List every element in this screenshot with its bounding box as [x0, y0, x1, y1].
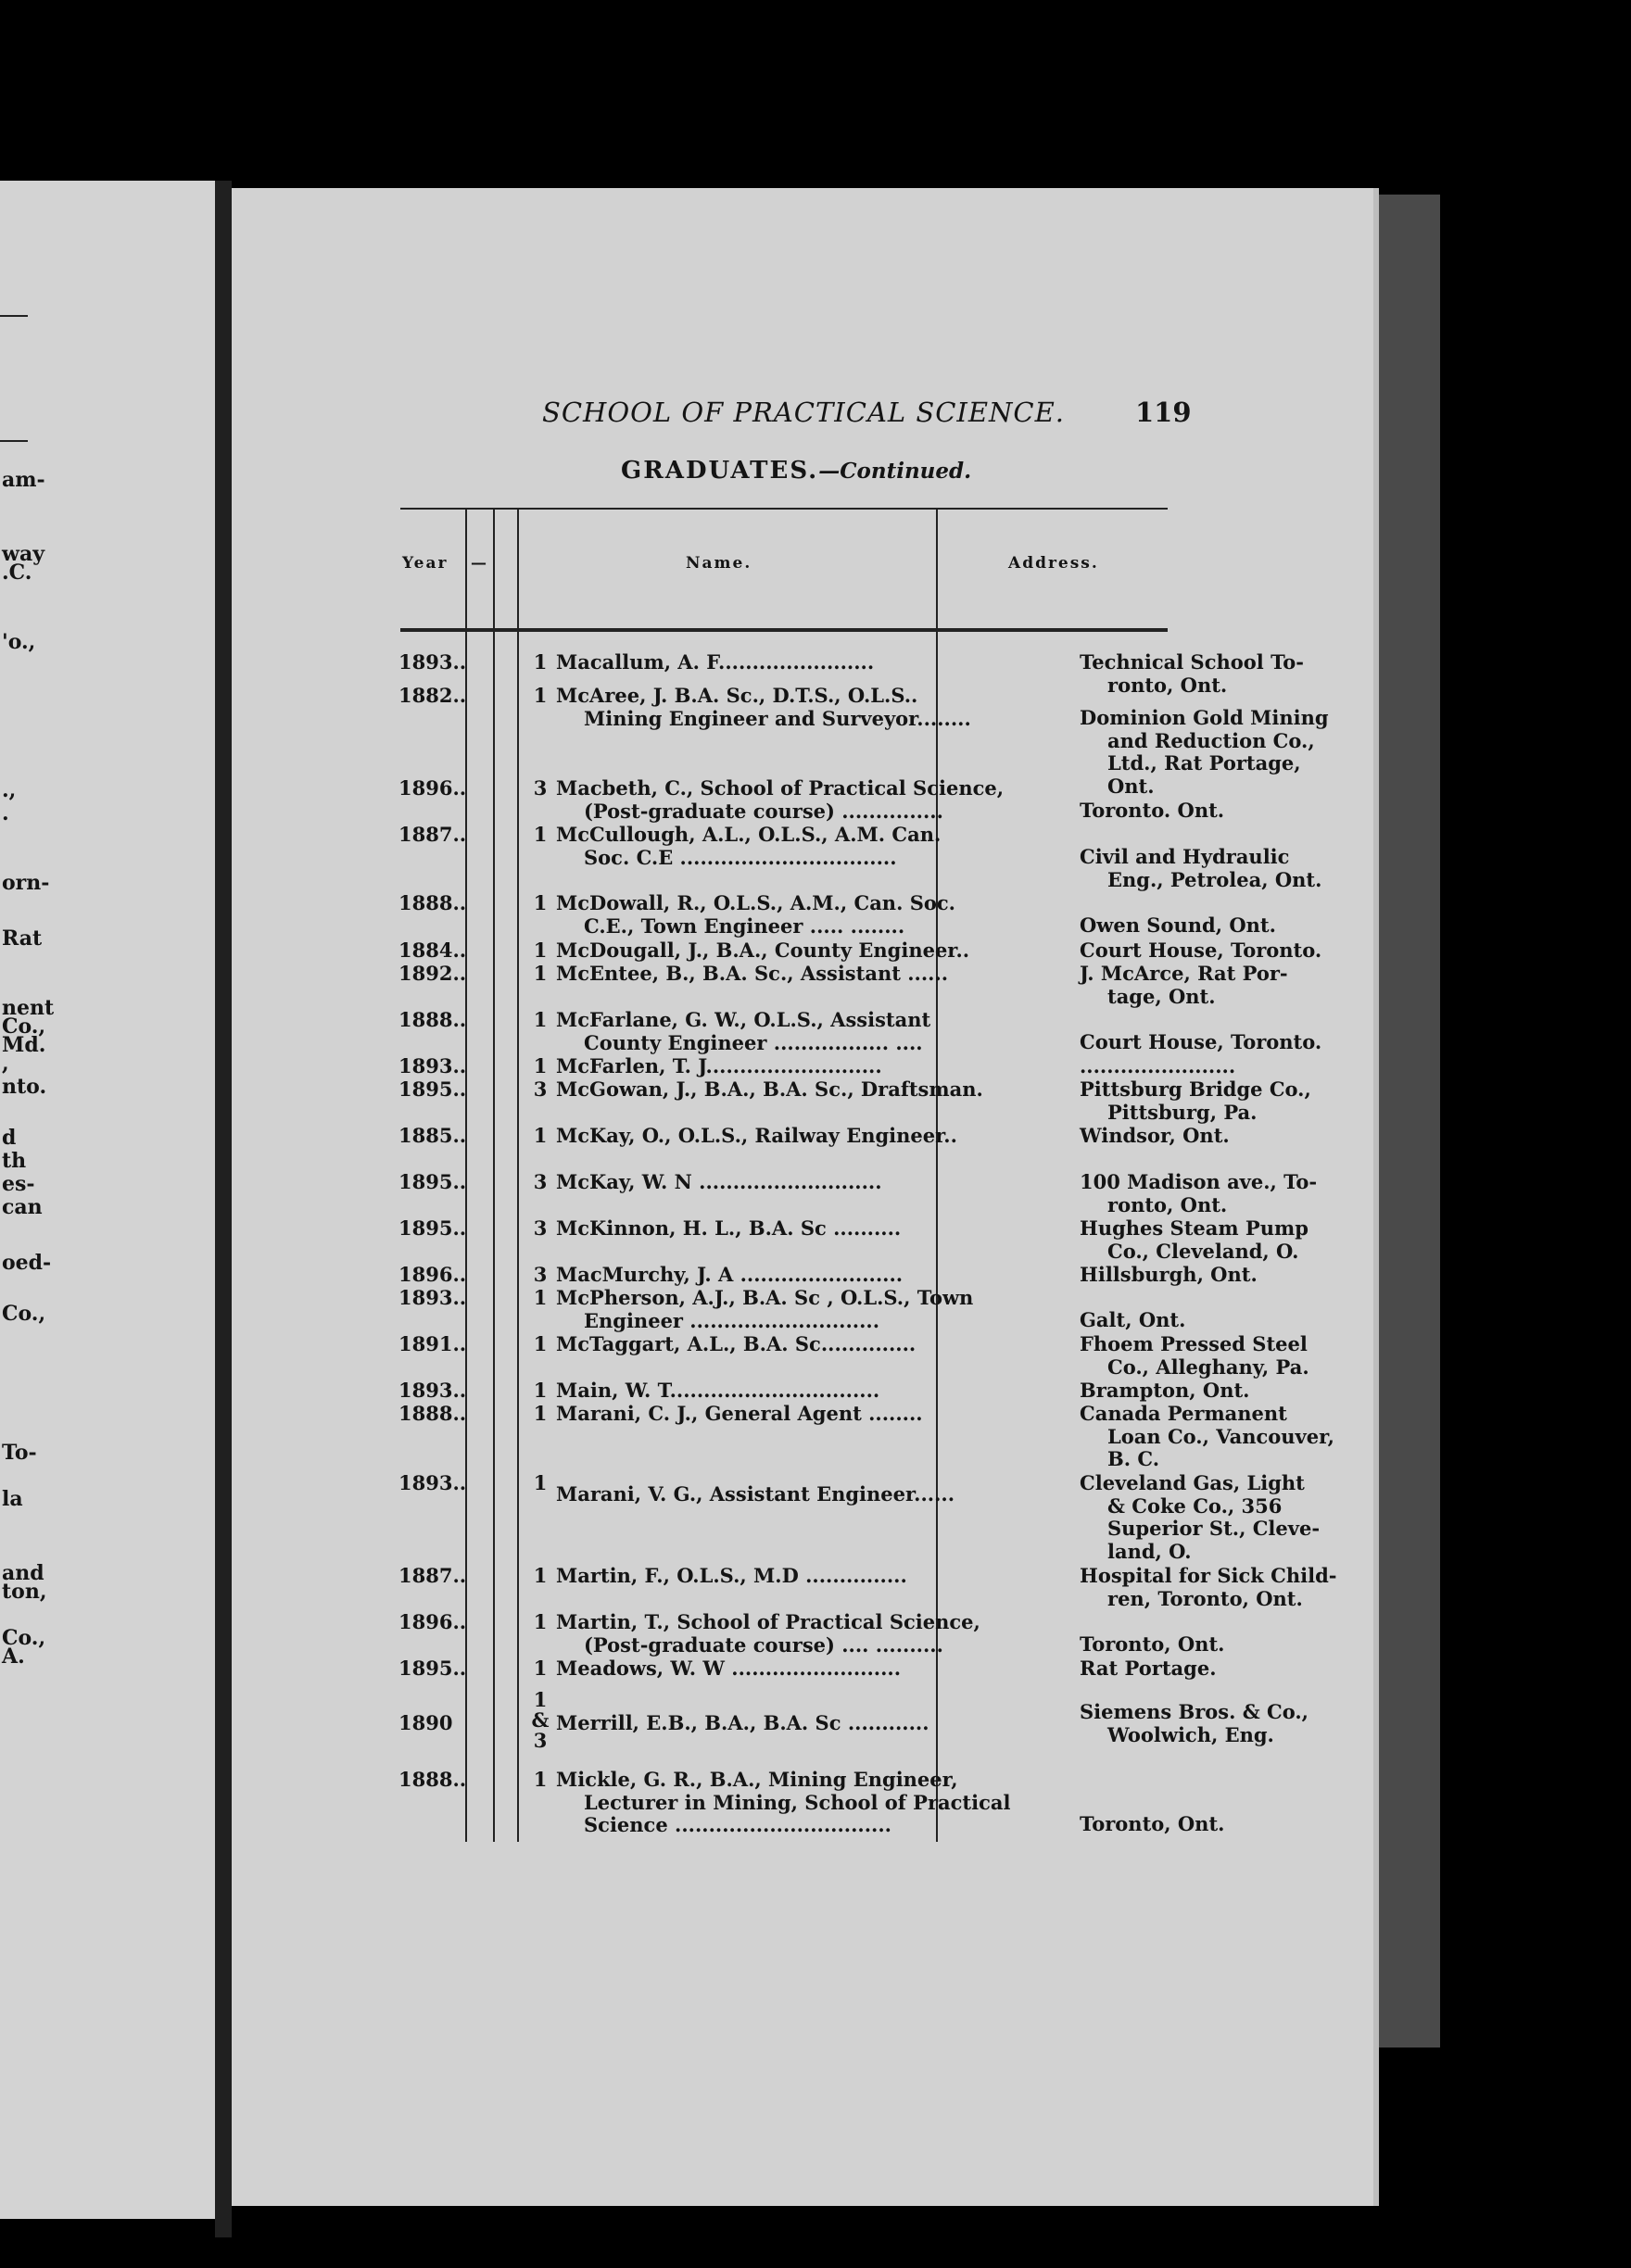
- graduate-address: [1080, 1078, 1376, 1124]
- facing-page-fragment: 'o.,: [2, 630, 36, 654]
- graduate-address: [1080, 1472, 1376, 1563]
- facing-page-rule: [0, 440, 28, 442]
- graduate-name: [556, 1125, 1070, 1148]
- facing-page-fragment: orn-: [2, 871, 50, 895]
- address-line: Co., Cleveland, O.: [1107, 1239, 1299, 1263]
- address-line: Canada Permanent: [1080, 1402, 1287, 1425]
- page-header: [232, 397, 1373, 434]
- name-line: McTaggart, A.L., B.A. Sc..............: [556, 1333, 917, 1355]
- address-line: Ltd., Rat Portage,: [1107, 751, 1301, 775]
- graduation-year: 1890: [398, 1711, 453, 1734]
- graduate-address: [1080, 1031, 1376, 1054]
- address-line: Windsor, Ont.: [1080, 1124, 1230, 1147]
- course-number: 1: [533, 1657, 548, 1680]
- graduate-address: [1080, 1125, 1376, 1148]
- graduate-name: [556, 824, 1070, 869]
- graduate-name: [556, 1009, 1070, 1054]
- name-line: McGowan, J., B.A., B.A. Sc., Draftsman.: [556, 1078, 983, 1101]
- address-line: Court House, Toronto.: [1080, 1030, 1322, 1053]
- graduate-address: [1080, 963, 1376, 1008]
- graduation-year: 1895..: [398, 1077, 467, 1101]
- course-number: 1: [533, 1379, 548, 1402]
- name-line: Martin, T., School of Practical Science,: [556, 1611, 980, 1633]
- graduation-year: 1891..: [398, 1332, 467, 1355]
- address-line: Toronto. Ont.: [1080, 799, 1225, 822]
- graduate-name: [556, 1380, 1070, 1403]
- column-header-year: Year: [402, 554, 449, 573]
- name-line: McKinnon, H. L., B.A. Sc ..........: [556, 1217, 902, 1240]
- graduation-year: 1888..: [398, 1768, 467, 1791]
- name-line: McCullough, A.L., O.L.S., A.M. Can.: [556, 824, 942, 846]
- graduation-year: 1888..: [398, 1008, 467, 1031]
- graduation-year: 1896..: [398, 1263, 467, 1286]
- graduation-year: 1892..: [398, 962, 467, 985]
- name-line: McDougall, J., B.A., County Engineer..: [556, 939, 970, 962]
- name-line: Science ................................: [584, 1814, 891, 1836]
- facing-page-fragment: .,: [2, 778, 17, 802]
- facing-page-fragment: es-: [2, 1172, 35, 1196]
- graduate-name: [556, 1712, 1070, 1735]
- name-line: McFarlane, G. W., O.L.S., Assistant: [556, 1009, 931, 1031]
- graduate-address: [1080, 846, 1376, 891]
- graduate-name: [556, 1769, 1070, 1837]
- address-line: Woolwich, Eng.: [1107, 1722, 1274, 1746]
- address-line: Court House, Toronto.: [1080, 939, 1322, 962]
- graduate-address: [1080, 1701, 1376, 1746]
- name-line: C.E., Town Engineer ..... ........: [584, 914, 905, 938]
- address-line: Co., Alleghany, Pa.: [1107, 1354, 1309, 1379]
- facing-page-fragment: Co.,: [2, 1626, 46, 1650]
- address-line: ronto, Ont.: [1107, 1192, 1228, 1216]
- facing-page-fragment: nto.: [2, 1075, 47, 1099]
- address-line: Hughes Steam Pump: [1080, 1216, 1309, 1240]
- name-line: Lecturer in Mining, School of Practical: [584, 1791, 1011, 1814]
- graduate-name: [556, 651, 1070, 674]
- name-line: McEntee, B., B.A. Sc., Assistant ......: [556, 963, 949, 985]
- name-line: Mining Engineer and Surveyor........: [584, 707, 971, 730]
- name-line: Main, W. T...............................: [556, 1380, 880, 1402]
- facing-page-fragment: can: [2, 1195, 43, 1219]
- name-line: Martin, F., O.L.S., M.D ...............: [556, 1565, 907, 1587]
- address-line: Ont.: [1107, 774, 1155, 798]
- graduate-name: [556, 963, 1070, 986]
- graduation-year: 1893..: [398, 1286, 467, 1309]
- column-header-name: Name.: [686, 554, 752, 573]
- facing-page-fragment: To-: [2, 1441, 37, 1465]
- facing-page-fragment: .C.: [2, 561, 32, 585]
- name-line: County Engineer ................. ....: [584, 1031, 923, 1054]
- address-line: tage, Ont.: [1107, 984, 1216, 1008]
- name-line: Marani, C. J., General Agent ........: [556, 1403, 923, 1425]
- name-line: Mickle, G. R., B.A., Mining Engineer,: [556, 1769, 958, 1791]
- course-number: 1: [533, 1124, 548, 1147]
- name-line: Macbeth, C., School of Practical Science,: [556, 777, 1005, 800]
- name-line: McKay, W. N ...........................: [556, 1171, 882, 1193]
- section-title-text: GRADUATES.: [621, 457, 819, 485]
- graduation-year: 1895..: [398, 1216, 467, 1240]
- graduation-year: 1888..: [398, 891, 467, 914]
- name-line: McPherson, A.J., B.A. Sc , O.L.S., Town: [556, 1287, 974, 1309]
- graduate-address: [1080, 651, 1376, 697]
- address-line: Loan Co., Vancouver,: [1107, 1424, 1334, 1448]
- name-line: (Post-graduate course) .... ..........: [584, 1633, 943, 1657]
- course-number: 1: [533, 1768, 548, 1791]
- graduate-address: [1080, 1813, 1376, 1836]
- graduation-year: 1893..: [398, 1054, 467, 1077]
- address-line: ronto, Ont.: [1107, 673, 1228, 697]
- address-line: Owen Sound, Ont.: [1080, 914, 1276, 937]
- course-number: 3: [533, 1077, 548, 1101]
- page-edge: [1379, 195, 1440, 2048]
- address-line: Toronto, Ont.: [1080, 1632, 1225, 1656]
- address-line: Dominion Gold Mining: [1080, 706, 1329, 729]
- graduate-name: [556, 685, 1070, 730]
- graduation-year: 1895..: [398, 1657, 467, 1680]
- book-gutter: [215, 181, 232, 2237]
- graduate-name: [556, 1403, 1070, 1426]
- course-number: 1: [533, 1054, 548, 1077]
- course-number: 3: [533, 1216, 548, 1240]
- graduation-year: 1893..: [398, 1471, 467, 1494]
- address-line: Eng., Petrolea, Ont.: [1107, 867, 1322, 891]
- graduate-name: [556, 1333, 1070, 1356]
- facing-page-rule: [0, 315, 28, 317]
- graduate-address: [1080, 800, 1376, 823]
- address-line: Technical School To-: [1080, 650, 1305, 674]
- name-line: Meadows, W. W .........................: [556, 1657, 902, 1680]
- course-number: 1: [533, 650, 548, 674]
- facing-page-fragment: nent: [2, 996, 55, 1020]
- course-number: 1: [533, 1610, 548, 1633]
- graduate-name: [556, 1264, 1070, 1287]
- graduate-address: [1080, 1055, 1376, 1078]
- graduate-address: [1080, 1403, 1376, 1471]
- column-header-address: Address.: [1008, 554, 1099, 573]
- facing-page-fragment: Co.,: [2, 1302, 46, 1326]
- section-title: [621, 457, 971, 485]
- graduation-year: 1887..: [398, 823, 467, 846]
- address-line: Fhoem Pressed Steel: [1080, 1332, 1308, 1355]
- graduate-address: [1080, 707, 1376, 798]
- facing-page-fragment: th: [2, 1149, 27, 1173]
- graduate-address: [1080, 1565, 1376, 1610]
- graduate-address: [1080, 1171, 1376, 1216]
- name-line: (Post-graduate course) ...............: [584, 800, 943, 823]
- address-line: Pittsburg Bridge Co.,: [1080, 1077, 1311, 1101]
- graduate-address: [1080, 1333, 1376, 1379]
- name-line: Marani, V. G., Assistant Engineer......: [556, 1483, 955, 1506]
- address-line: Pittsburg, Pa.: [1107, 1100, 1258, 1124]
- facing-page-fragment: way: [2, 542, 44, 566]
- address-line: Toronto, Ont.: [1080, 1812, 1225, 1835]
- name-line: MacMurchy, J. A ........................: [556, 1264, 904, 1286]
- section-continued: —Continued.: [818, 459, 972, 484]
- facing-page-fragment: oed-: [2, 1251, 52, 1275]
- course-number: 1: [533, 684, 548, 707]
- facing-page-fragment: am-: [2, 468, 45, 492]
- name-line: Engineer ............................: [584, 1309, 880, 1332]
- course-number: 1: [533, 891, 548, 914]
- address-line: Brampton, Ont.: [1080, 1379, 1250, 1402]
- graduate-name: [556, 1217, 1070, 1241]
- address-line: Galt, Ont.: [1080, 1308, 1186, 1331]
- course-number: 1: [533, 1402, 548, 1425]
- facing-page: [0, 181, 215, 2219]
- graduate-name: [556, 1287, 1070, 1332]
- graduation-year: 1893..: [398, 650, 467, 674]
- facing-page-fragment: ,: [2, 1052, 9, 1076]
- facing-page-fragment: la: [2, 1487, 23, 1511]
- course-number: 3: [533, 776, 548, 800]
- graduate-name: [556, 777, 1070, 823]
- graduation-year: 1888..: [398, 1402, 467, 1425]
- graduation-year: 1882..: [398, 684, 467, 707]
- course-number: 1: [533, 1332, 548, 1355]
- name-line: McKay, O., O.L.S., Railway Engineer..: [556, 1125, 957, 1147]
- course-number: 1: [533, 939, 548, 962]
- book-page: [232, 188, 1379, 2206]
- address-line: Hillsburgh, Ont.: [1080, 1263, 1258, 1286]
- graduate-name: [556, 1657, 1070, 1681]
- facing-page-fragment: and: [2, 1561, 44, 1585]
- address-line: Cleveland Gas, Light: [1080, 1471, 1305, 1494]
- address-line: land, O.: [1107, 1539, 1192, 1563]
- name-line: McAree, J. B.A. Sc., D.T.S., O.L.S..: [556, 685, 918, 707]
- facing-page-fragment: .: [2, 801, 9, 825]
- address-line: B. C.: [1107, 1447, 1160, 1470]
- graduation-year: 1896..: [398, 776, 467, 800]
- address-line: Civil and Hydraulic: [1080, 845, 1290, 868]
- graduation-year: 1896..: [398, 1610, 467, 1633]
- facing-page-fragment: d: [2, 1126, 17, 1150]
- facing-page-fragment: A.: [2, 1644, 25, 1669]
- graduate-address: [1080, 1633, 1376, 1657]
- column-divider: [517, 508, 519, 1842]
- name-line: Macallum, A. F.......................: [556, 651, 875, 674]
- facing-page-fragment: ton,: [2, 1580, 47, 1604]
- address-line: & Coke Co., 356: [1107, 1493, 1283, 1518]
- graduation-year: 1884..: [398, 939, 467, 962]
- course-number: 3: [533, 1263, 548, 1286]
- graduation-year: 1893..: [398, 1379, 467, 1402]
- table-top-rule: [400, 508, 1168, 510]
- graduate-name: [556, 1611, 1070, 1657]
- page-number: 119: [1135, 397, 1192, 428]
- graduate-name: [556, 1055, 1070, 1078]
- address-line: Rat Portage.: [1080, 1657, 1217, 1680]
- graduate-address: [1080, 1380, 1376, 1403]
- graduate-address: [1080, 939, 1376, 963]
- graduate-name: [556, 1483, 1070, 1506]
- address-line: Superior St., Cleve-: [1107, 1517, 1321, 1540]
- address-line: Siemens Bros. & Co.,: [1080, 1700, 1309, 1723]
- column-header-course: —: [471, 554, 488, 573]
- graduate-name: [556, 892, 1070, 938]
- table-header-rule: [400, 628, 1168, 632]
- address-line: 100 Madison ave., To-: [1080, 1170, 1318, 1193]
- graduate-address: [1080, 1264, 1376, 1287]
- graduate-name: [556, 1171, 1070, 1194]
- facing-page-fragment: Rat: [2, 926, 43, 951]
- course-number: 1: [533, 1286, 548, 1309]
- graduate-address: [1080, 1657, 1376, 1681]
- graduate-name: [556, 1078, 1070, 1102]
- graduate-address: [1080, 914, 1376, 938]
- address-line: .......................: [1080, 1054, 1236, 1077]
- address-line: J. McArce, Rat Por-: [1080, 962, 1288, 985]
- facing-page-fragment: Md.: [2, 1033, 46, 1057]
- course-number: 1: [533, 1471, 548, 1494]
- graduation-year: 1895..: [398, 1170, 467, 1193]
- graduation-year: 1887..: [398, 1564, 467, 1587]
- facing-page-fragment: Co.,: [2, 1014, 46, 1039]
- graduate-address: [1080, 1217, 1376, 1263]
- course-number: 1: [533, 1008, 548, 1031]
- course-number: 3: [533, 1170, 548, 1193]
- course-number: 1: [533, 823, 548, 846]
- course-number: 1: [533, 1564, 548, 1587]
- address-line: Hospital for Sick Child-: [1080, 1564, 1337, 1587]
- graduate-name: [556, 939, 1070, 963]
- graduation-year: 1885..: [398, 1124, 467, 1147]
- address-line: ren, Toronto, Ont.: [1107, 1586, 1303, 1610]
- name-line: Merrill, E.B., B.A., B.A. Sc ............: [556, 1712, 929, 1734]
- graduate-name: [556, 1565, 1070, 1588]
- name-line: Soc. C.E ................................: [584, 846, 897, 869]
- course-number: 1 & 3: [531, 1688, 550, 1752]
- name-line: McDowall, R., O.L.S., A.M., Can. Soc.: [556, 892, 955, 914]
- address-line: and Reduction Co.,: [1107, 728, 1315, 752]
- name-line: McFarlen, T. J..........................: [556, 1055, 882, 1077]
- course-number: 1: [533, 962, 548, 985]
- graduate-address: [1080, 1309, 1376, 1332]
- running-head: SCHOOL OF PRACTICAL SCIENCE.: [542, 397, 1066, 428]
